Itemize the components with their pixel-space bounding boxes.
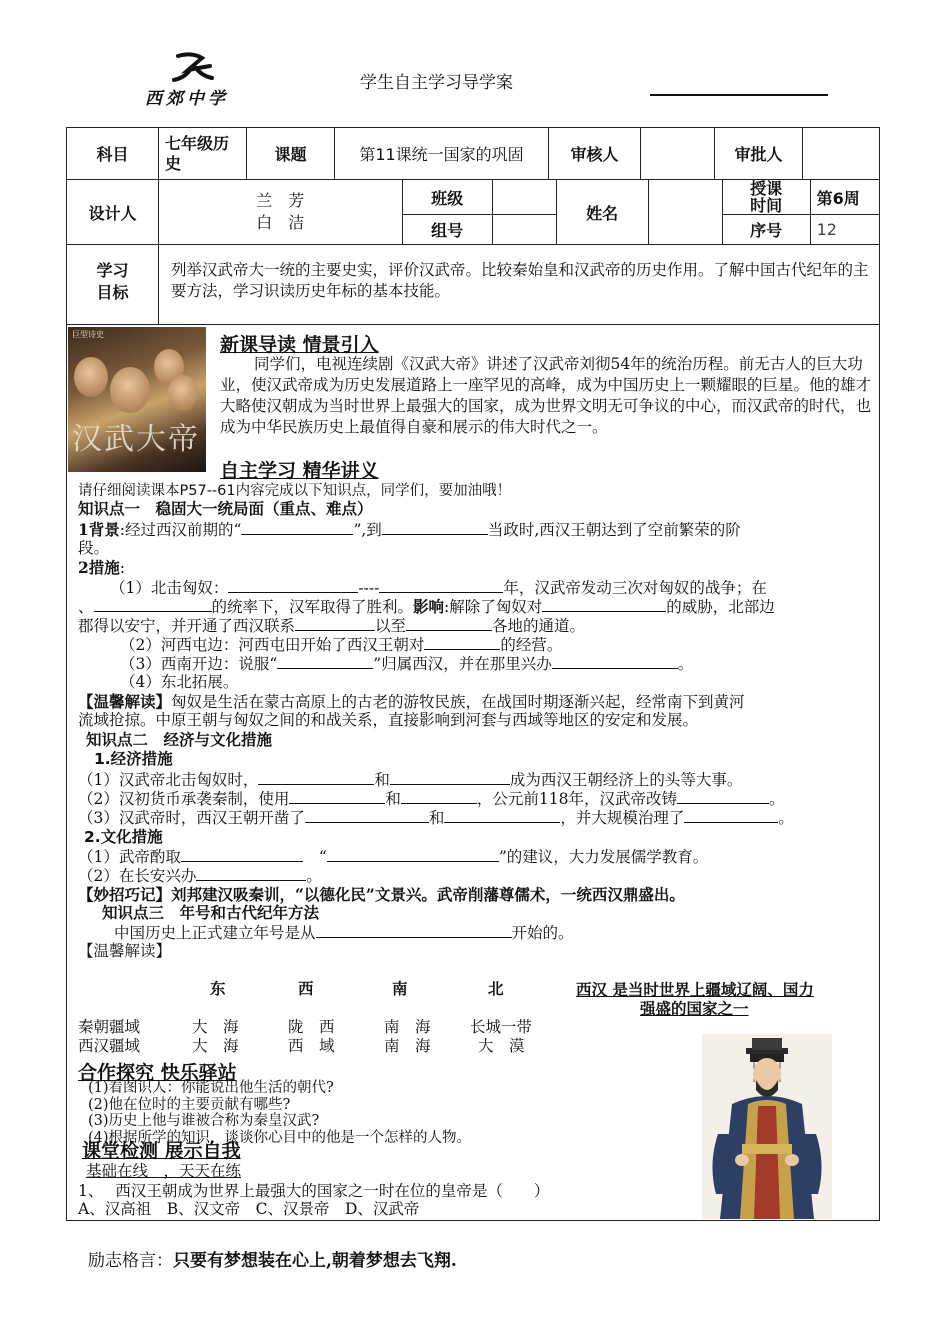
qin-south: 南 海 — [384, 1018, 431, 1036]
culture-title: 2.文化措施 — [84, 828, 163, 846]
goal-text: 列举汉武帝大一统的主要史实，评价汉武帝。比较秦始皇和汉武帝的历史作用。了解中国古代纪年的主要方法，学习识读历史年标的基本技能。 — [171, 261, 869, 300]
han-west: 西 域 — [288, 1037, 335, 1055]
subject-value: 七年级历史 — [159, 128, 247, 180]
title-underline — [650, 94, 828, 96]
blank-e3-a[interactable] — [305, 808, 429, 823]
blank-e3-b[interactable] — [444, 808, 560, 823]
blank-m1-start[interactable] — [228, 578, 358, 593]
qin-west: 陇 西 — [288, 1018, 335, 1036]
motto — [88, 1246, 457, 1271]
econ-2-line: （2）汉初货币承袭秦制，使用 和 ，公元前118年，汉武帝改铸 。 — [78, 790, 785, 808]
tip2-label: 【温馨解读】 — [78, 942, 172, 960]
subject-label: 科目 — [67, 128, 159, 180]
approver-label: 审批人 — [715, 128, 803, 180]
blank-m1-threat[interactable] — [542, 597, 666, 612]
check-q1: 1、 西汉王朝成为世界上最强大的国家之一时在位的皇帝是（ ） — [78, 1182, 550, 1200]
study-heading: 自主学习 精华讲义 — [220, 460, 379, 482]
designer-label: 设计人 — [67, 180, 159, 245]
direction-east: 东 — [210, 980, 226, 998]
blank-m3-country[interactable] — [277, 654, 373, 669]
kp3-line: 中国历史上正式建立年号是从 开始的。 — [114, 924, 574, 942]
check-subtitle: 基础在线 ，天天在练 — [86, 1162, 242, 1180]
blank-c1-person[interactable] — [181, 847, 303, 862]
blank-e2-c[interactable] — [677, 789, 769, 804]
kp2-title: 知识点二 经济与文化措施 — [86, 731, 273, 749]
qin-territory-label: 秦朝疆域 — [78, 1018, 141, 1036]
econ-1-line: （1）汉武帝北击匈奴时， 和 成为西汉王朝经济上的头等大事。 — [78, 771, 743, 789]
direction-north: 北 — [488, 980, 504, 998]
blank-bg-period[interactable] — [241, 520, 353, 535]
seq-value: 12 — [810, 215, 879, 245]
blank-e1-a[interactable] — [258, 770, 374, 785]
time-value: 第6周 — [810, 180, 879, 215]
class-value[interactable] — [492, 180, 556, 215]
cooperate-q1: (1)看图识人：你能说出他生活的朝代? — [88, 1080, 334, 1096]
poster-caption: 汉武大帝 — [72, 422, 200, 457]
time-label: 授课时间 — [722, 180, 810, 215]
name-value[interactable] — [648, 180, 722, 245]
class-label: 班级 — [402, 180, 492, 215]
designer-name-1: 兰 芳 — [256, 191, 305, 210]
direction-south: 南 — [392, 980, 408, 998]
han-territory-label: 西汉疆域 — [78, 1037, 141, 1055]
territory-note-2: 强盛的国家之一 — [640, 999, 749, 1018]
study-instruction: 请仔细阅读课本P57--61内容完成以下知识点，同学们，要加油哦！ — [78, 483, 512, 499]
topic-label: 课题 — [247, 128, 335, 180]
blank-m3-school[interactable] — [552, 654, 678, 669]
direction-west: 西 — [298, 980, 314, 998]
han-east: 大 海 — [192, 1037, 239, 1055]
culture-1-line: （1）武帝酌取 “ ”的建议，大力发展儒学教育。 — [78, 848, 709, 866]
blank-m1-far[interactable] — [406, 616, 492, 631]
blank-e1-b[interactable] — [390, 770, 510, 785]
blank-m2[interactable] — [424, 635, 500, 650]
qin-east: 大 海 — [192, 1018, 239, 1036]
background-line: 1背景:经过西汉前期的“ ”,到 当政时,西汉王朝达到了空前繁荣的阶 — [78, 520, 741, 539]
measure-2-line: （2）河西屯边：河西屯田开始了西汉王朝对 的经营。 — [120, 636, 563, 654]
motto-label: 励志格言： — [88, 1251, 173, 1271]
learning-goal — [66, 240, 880, 325]
blank-c2[interactable] — [196, 866, 306, 881]
cooperate-q3: (3)历史上他与谁被合称为秦皇汉武? — [88, 1113, 320, 1129]
measure-1-line: （1）北击匈奴： ---- 年，汉武帝发动三次对匈奴的战争；在 — [110, 579, 767, 597]
topic-value: 第11课统一国家的巩固 — [335, 128, 549, 180]
measures-label: 2措施: — [78, 558, 126, 577]
blank-c1-proposal[interactable] — [327, 847, 499, 862]
name-label: 姓名 — [556, 180, 648, 245]
group-label: 组号 — [402, 215, 492, 245]
cooperate-q4: (4)根据所学的知识，谈谈你心目中的他是一个怎样的人物。 — [88, 1130, 472, 1146]
tip1-line: 【温馨解读】匈奴是生活在蒙古高原上的古老的游牧民族，在战国时期逐渐兴起，经常南下到黄河 — [78, 692, 745, 711]
check-heading: 课堂检测 展示自我 — [82, 1140, 241, 1162]
tip1-line-2: 流域抢掠。中原王朝与匈奴之间的和战关系，直接影响到河套与西域等地区的安定和发展。 — [78, 711, 699, 729]
reviewer-label: 审核人 — [549, 128, 641, 180]
cooperate-heading: 合作探究 快乐驿站 — [78, 1062, 237, 1084]
blank-m1-region[interactable] — [295, 616, 375, 631]
measure-1-line-2: 、 的统率下，汉军取得了胜利。影响:解除了匈奴对 的威胁，北部边 — [78, 597, 775, 616]
qin-north: 长城一带 — [470, 1018, 533, 1036]
goal-label: 学习 目标 — [67, 240, 159, 324]
designer-names — [159, 180, 403, 245]
measure-3-line: （3）西南开边：说服“ ”归属西汉，并在那里兴办 。 — [120, 655, 694, 673]
kp3-title: 知识点三 年号和古代纪年方法 — [102, 904, 320, 922]
drama-poster-image — [68, 327, 206, 472]
blank-e2-a[interactable] — [289, 789, 385, 804]
territory-note-1: 西汉 是当时世界上疆域辽阔、国力 — [576, 980, 814, 999]
culture-2-line: （2）在长安兴办 。 — [78, 867, 322, 885]
motto-text: 只要有梦想装在心上,朝着梦想去飞翔. — [173, 1251, 457, 1271]
intro-heading: 新课导读 情景引入 — [220, 334, 379, 356]
measure-1-line-3: 郡得以安宁，并开通了西汉联系 以至 各地的通道。 — [78, 617, 586, 635]
blank-m1-end[interactable] — [379, 578, 503, 593]
econ-title: 1.经济措施 — [94, 750, 173, 768]
blank-m1-general[interactable] — [94, 597, 212, 612]
blank-kp3[interactable] — [316, 923, 512, 938]
check-options: A、汉高祖 B、汉文帝 C、汉景帝 D、汉武帝 — [78, 1200, 420, 1218]
info-table-row2 — [66, 179, 880, 245]
blank-bg-emperor[interactable] — [382, 520, 488, 535]
seq-label: 序号 — [722, 215, 810, 245]
han-south: 南 海 — [384, 1037, 431, 1055]
intro-paragraph: 同学们，电视连续剧《汉武大帝》讲述了汉武帝刘彻54年的统治历程。前无古人的巨大功业，使汉武帝成为历史发展道路上一座罕见的高峰，成为中国历史上一颗耀眼的巨星。他的雄才大略使汉朝成为当时世界上最强大的国家，成为世界文明无可争议的中心，而汉武帝的时代，也成为中华民族历史上最值得自豪和展示的伟大时代之一。 — [220, 355, 872, 436]
designer-name-2: 白 洁 — [256, 213, 305, 232]
poster-tag: 巨型诗史 — [72, 330, 104, 339]
document-title: 学生自主学习导学案 — [360, 73, 513, 93]
kp1-title: 知识点一 稳固大一统局面（重点、难点） — [78, 500, 373, 518]
info-table — [66, 127, 880, 180]
background-line-2: 段。 — [78, 539, 110, 557]
measure-4-line: （4）东北拓展。 — [120, 673, 239, 691]
reviewer-value[interactable] — [641, 128, 715, 180]
cooperate-q2: (2)他在位时的主要贡献有哪些? — [88, 1097, 291, 1113]
blank-e2-b[interactable] — [401, 789, 477, 804]
han-north: 大 漠 — [478, 1037, 525, 1055]
memory-trick: 【妙招巧记】刘邦建汉吸秦训，“以德化民”文景兴。武帝削藩尊儒术，一统西汉鼎盛出。 — [78, 885, 685, 904]
school-name: 西郊中学 — [145, 89, 229, 109]
emperor-portrait-image — [702, 1034, 832, 1219]
approver-value[interactable] — [803, 128, 880, 180]
econ-3-line: （3）汉武帝时，西汉王朝开凿了 和 ，并大规模治理了 。 — [78, 809, 794, 827]
blank-e3-c[interactable] — [684, 808, 778, 823]
